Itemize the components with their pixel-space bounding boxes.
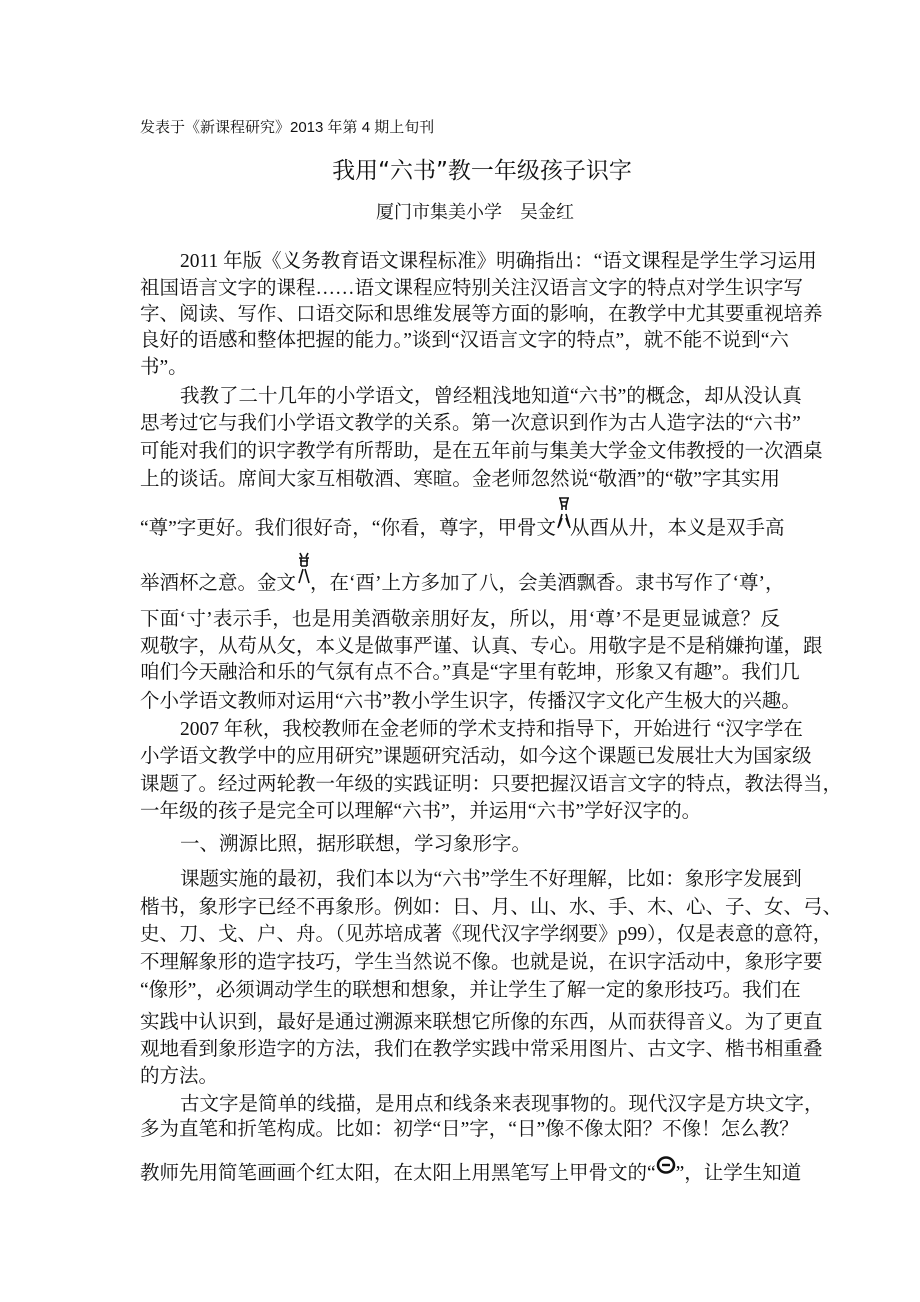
line-segment: “尊”字更好。我们很好奇，“你看，尊字，甲骨文 <box>140 518 556 539</box>
paragraph-line: 楷书，象形字已经不再象形。例如：日、月、山、水、手、木、心、子、女、弓、 <box>140 897 843 918</box>
paragraph-line: 下面‘寸’表示手，也是用美酒敬亲朋好友，所以，用‘尊’不是更显诚意？反 <box>140 609 780 630</box>
publication-note: 发表于《新课程研究》2013 年第 4 期上旬刊 <box>140 119 435 136</box>
oracle-bone-zun-glyph-icon <box>556 514 570 534</box>
paragraph-line: “像形”，必须调动学生的联想和想象，并让学生了解一定的象形技巧。我们在 <box>140 980 801 1001</box>
paragraph-line: 祖国语言文字的课程……语文课程应特别关注汉语言文字的特点对学生识字写 <box>140 278 804 299</box>
line-segment: 教师先用简笔画画个红太阳，在太阳上用黑笔写上甲骨文的“ <box>140 1163 656 1184</box>
paragraph-line: 思考过它与我们小学语文教学的关系。第一次意识到作为古人造字法的“六书” <box>140 413 801 434</box>
paragraph-line: 的方法。 <box>140 1066 219 1087</box>
section-heading: 一、溯源比照，据形联想，学习象形字。 <box>180 834 532 855</box>
paragraph-line: 可能对我们的识字教学有所帮助，是在五年前与集美大学金文伟教授的一次酒桌 <box>140 441 823 462</box>
paragraph-line: 观地看到象形造字的方法，我们在教学实践中常采用图片、古文字、楷书相重叠 <box>140 1039 823 1060</box>
paragraph-line: 不理解象形的造字技巧，学生当然说不像。也就是说，在识字活动中，象形字要 <box>140 952 823 973</box>
paragraph-line: 史、刀、戈、户、舟。（见苏培成著《现代汉字学纲要》p99），仅是表意的意符， <box>140 924 833 945</box>
line-segment: 举酒杯之意。金文 <box>140 573 297 594</box>
paragraph-line: 咱们今天融洽和乐的气氛有点不合。”真是“字里有乾坤，形象又有趣”。我们几 <box>140 662 800 683</box>
author-line: 厦门市集美小学 吴金红 <box>376 202 574 222</box>
paragraph-line: 良好的语感和整体把握的能力。”谈到“汉语言文字的特点”，就不能不说到“六 <box>140 330 789 351</box>
paragraph-line: 课题了。经过两轮教一年级的实践证明：只要把握汉语言文字的特点，教法得当， <box>140 774 843 795</box>
line-segment: ”，让学生知道 <box>675 1163 802 1184</box>
bronze-zun-glyph-icon <box>296 569 310 589</box>
line-segment: 从酉从廾，本义是双手高 <box>569 518 785 539</box>
paragraph-line: 小学语文教学中的应用研究”课题研究活动，如今这个课题已发展壮大为国家级 <box>140 746 812 767</box>
line-segment: ，在‘酉’上方多加了八，会美酒飘香。隶书写作了‘尊’， <box>310 573 785 594</box>
paragraph-line: 书”。 <box>140 357 188 378</box>
paragraph-line: 字、阅读、写作、口语交际和思维发展等方面的影响，在教学中尤其要重视培养 <box>140 304 823 325</box>
paragraph-line: 古文字是简单的线描，是用点和线条来表现事物的。现代汉字是方块文字， <box>180 1094 824 1115</box>
paragraph-line: 2011 年版《义务教育语文课程标准》明确指出：“语文课程是学生学习运用 <box>180 251 817 272</box>
oracle-bone-ri-sun-glyph-icon <box>656 1159 676 1179</box>
paragraph-line <box>140 569 785 595</box>
paragraph-line: 个小学语文教师对运用“六书”教小学生识字，传播汉字文化产生极大的兴趣。 <box>140 691 801 712</box>
paragraph-line: 上的谈话。席间大家互相敬酒、寒暄。金老师忽然说“敬酒”的“敬”字其实用 <box>140 469 780 490</box>
paragraph-line: 多为直笔和折笔构成。比如：初学“日”字，“日”像不像太阳？不像！怎么教？ <box>140 1119 799 1140</box>
paragraph-line: 一年级的孩子是完全可以理解“六书”，并运用“六书”学好汉字的。 <box>140 801 702 822</box>
paragraph-line <box>140 514 785 540</box>
paragraph-line: 2007 年秋，我校教师在金老师的学术支持和指导下，开始进行 “汉字学在 <box>180 719 803 740</box>
paragraph-line <box>140 1159 802 1185</box>
paragraph-line: 实践中认识到，最好是通过溯源来联想它所像的东西，从而获得音义。为了更直 <box>140 1012 823 1033</box>
paragraph-line: 我教了二十几年的小学语文，曾经粗浅地知道“六书”的概念，却从没认真 <box>180 386 802 407</box>
paragraph-line: 观敬字，从苟从攵，本义是做事严谨、认真、专心。用敬字是不是稍嫌拘谨，跟 <box>140 636 823 657</box>
paragraph-line: 课题实施的最初，我们本以为“六书”学生不好理解，比如：象形字发展到 <box>180 869 802 890</box>
article-title: 我用“六书”教一年级孩子识字 <box>332 158 632 184</box>
